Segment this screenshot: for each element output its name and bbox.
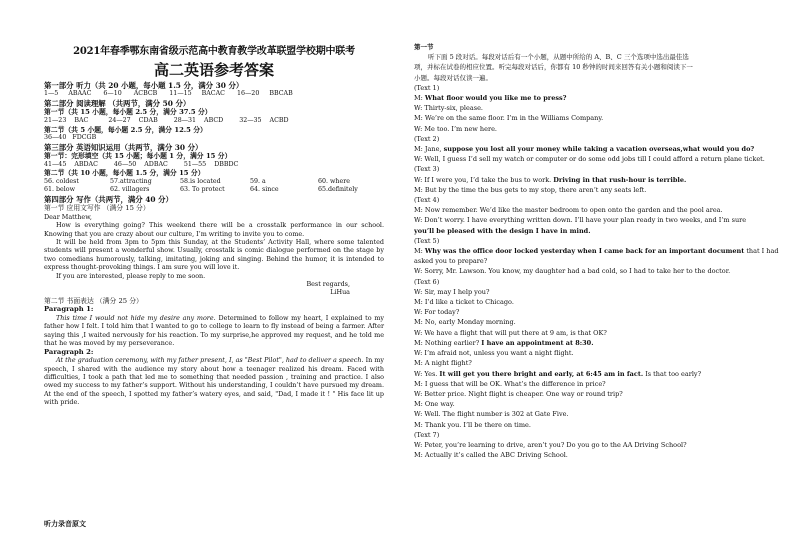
transcript-text: W: Sir, may I help you? xyxy=(414,287,490,296)
paragraph2-lead-sentence: At the graduation ceremony, with my father present, I, as "Best Pilot", had to deliver a speech. xyxy=(56,356,364,365)
transcript-line xyxy=(414,175,779,185)
part3-grammar-answers xyxy=(44,178,384,195)
transcript-line xyxy=(414,328,779,338)
transcript-line xyxy=(414,379,779,389)
transcript-key-phrase: Driving in that rush-hour is terrible. xyxy=(553,175,687,184)
instruction-line: 项，并标在试卷的相应位置。听完每段对话后，你都有 10 秒钟的时间来回答有关小题和阅读下一 xyxy=(414,63,693,72)
part2-sec1-answers: 21—23 BAC 24—27 CDAB 28—31 ABCD 32—35 ACBD xyxy=(44,117,289,124)
transcript-key-phrase: It will get you there bright and early, at 6:45 am in fact. xyxy=(439,369,644,378)
transcript-text: W: Better price. Night flight is cheaper. One way or round trip? xyxy=(414,389,623,398)
transcript-text: M: One way. xyxy=(414,400,455,409)
transcript-line xyxy=(414,93,779,103)
part4-sec1-heading: 第一节 应用文写作 （满分 15 分） xyxy=(44,204,150,213)
paragraph1-lead-sentence: This time I would not hide my desire any more. xyxy=(56,314,216,323)
transcript-text: W: Don’t worry. I have everything written down. I’ll have your plan ready in two weeks, and I’m sure xyxy=(414,216,747,225)
transcript-line xyxy=(414,348,779,358)
part2-sec2-heading: 第二节（共 5 小题，每小题 2.5 分，满分 12.5 分） xyxy=(44,125,207,134)
transcript-line xyxy=(414,185,779,195)
transcript-line xyxy=(414,195,779,205)
transcript-text: W: Thirty-six, please. xyxy=(414,104,483,113)
part2-sec2-answers: 36—40 FDCGB xyxy=(44,134,97,142)
transcript-text: M: xyxy=(414,247,425,256)
grammar-answer: 59. a xyxy=(250,177,266,185)
grammar-answer: 65.definitely xyxy=(318,186,358,194)
transcript-key-phrase: I have an appointment at 8:30. xyxy=(481,338,594,347)
paragraph2-body: In my speech, I shared with the audience my story about how a teenager realized his dream. Faced with difficulties, I took a path that led me to something that needed passion , training and practice. I also owed my success to my father’s support. Without his understanding, I couldn’t have pursued my dream. At the end of the speech, I spotted my father’s watery eyes, and said, "Dad, I made it ! " His face lit up with pride. xyxy=(44,356,384,407)
transcript-line xyxy=(414,420,779,430)
instruction-line: 小题。每段对话仅读一遍。 xyxy=(414,73,492,82)
transcript-text: M: We’re on the same floor. I’m in the Williams Company. xyxy=(414,114,604,123)
part1-answers: 1—5 ABAAC 6—10 ACBCB 11—15 BACAC 16—20 BBCAB xyxy=(44,90,293,98)
transcript-text: (Text 2) xyxy=(414,134,440,143)
grammar-answer: 61. below xyxy=(44,186,75,194)
part2-heading: 第二部分 阅读理解 （共两节，满分 50 分） xyxy=(44,99,191,108)
transcript-key-phrase: suppose you lost all your money while taking a vacation overseas,what would you do? xyxy=(443,145,755,154)
transcript-text: M: Actually it’s called the ABC Driving School. xyxy=(414,451,568,460)
part4-sec2-heading: 第二节 书面表达 （满分 25 分） xyxy=(44,296,143,305)
grammar-answer: 62. villagers xyxy=(110,186,150,194)
transcript-text: W: We have a flight that will put there at 9 am, is that OK? xyxy=(414,328,607,337)
transcript-text: W: Well. The flight number is 302 at Gate Five. xyxy=(414,410,569,419)
transcript-line xyxy=(414,266,779,276)
right-column xyxy=(414,42,779,460)
part2-sec1-heading: 第一节（共 15 小题，每小题 2.5 分，满分 37.5 分） xyxy=(44,108,212,117)
transcript-line xyxy=(414,358,779,368)
transcript-line xyxy=(414,369,779,379)
transcript-text: (Text 1) xyxy=(414,83,440,92)
transcript-text: (Text 5) xyxy=(414,236,440,245)
transcript-line xyxy=(414,287,779,297)
letter-closing: Best regards, xyxy=(306,280,350,289)
letter-signature: LiHua xyxy=(330,288,350,297)
transcript-line xyxy=(414,277,779,287)
transcript-text: (Text 7) xyxy=(414,430,440,439)
transcript-text: M: A night flight? xyxy=(414,359,472,368)
transcript-text: W: Peter, you’re learning to drive, aren’t you? Do you go to the AA Driving School? xyxy=(414,440,687,449)
transcript-text: W: For today? xyxy=(414,308,460,317)
transcript-line xyxy=(414,236,779,246)
transcript-text: M: Thank you. I’ll be there on time. xyxy=(414,420,531,429)
part4-heading: 第四部分 写作（共两节，满分 40 分） xyxy=(44,194,173,204)
paragraph2-label: Paragraph 2: xyxy=(44,347,94,356)
letter-paragraph: How is everything going? This weekend there will be a crosstalk performance in our school. Knowing that you are crazy about our culture, I’m writing to invite you to come. xyxy=(44,221,384,238)
transcript-text: M: Jane, xyxy=(414,145,444,154)
transcript-text: M: xyxy=(414,94,425,103)
paragraph1-body: Determined to follow my heart, I explained to my father how I felt. I told him that I wanted to go to college to learn to fly instead of being a farmer. After saying this ,I waited nervously for his reaction. To my surprise,he approved my request, and he told me that he was moved by my perseverance. xyxy=(44,314,384,348)
grammar-answer: 63. To protect xyxy=(180,186,225,194)
transcript-line xyxy=(414,389,779,399)
transcript-text: W: Me too. I’m new here. xyxy=(414,124,497,133)
grammar-answer: 60. where xyxy=(318,177,350,185)
transcript-line xyxy=(414,450,779,460)
essay-paragraph-1 xyxy=(44,314,384,348)
transcript-line xyxy=(414,226,779,236)
transcript-text: M: I guess that will be OK. What’s the difference in price? xyxy=(414,379,606,388)
transcript-text: (Text 4) xyxy=(414,196,440,205)
transcript-key-phrase: What floor would you like me to press? xyxy=(424,94,567,103)
letter-greeting: Dear Matthew, xyxy=(44,212,92,221)
transcript-line xyxy=(414,430,779,440)
grammar-answer: 56. coldest xyxy=(44,177,79,185)
transcript-line xyxy=(414,154,779,164)
transcript-text: asked you to prepare? xyxy=(414,257,488,266)
transcript-text: W: Well, I guess I’d sell my watch or computer or do some odd jobs till I could afford a return plane ticket. xyxy=(414,155,765,164)
transcript-line xyxy=(414,246,779,256)
transcript-text: W: Sorry, Mr. Lawson. You know, my daughter had a bad cold, so I had to take her to the doctor. xyxy=(414,267,731,276)
transcript-text: that I had xyxy=(744,247,779,256)
transcript-line xyxy=(414,205,779,215)
document-title: 高二英语参考答案 xyxy=(153,61,274,79)
transcript-line xyxy=(414,124,779,134)
transcript-line xyxy=(414,164,779,174)
part3-heading: 第三部分 英语知识运用（共两节，满分 30 分） xyxy=(44,142,203,152)
exam-title: 2021年春季鄂东南省级示范高中教育教学改革联盟学校期中联考 xyxy=(73,46,355,57)
transcript-line xyxy=(414,297,779,307)
transcript-line xyxy=(414,307,779,317)
transcript-line xyxy=(414,215,779,225)
left-column xyxy=(44,42,384,407)
transcript-text: W: If I were you, I’d take the bus to work. xyxy=(414,175,554,184)
transcript-text: (Text 3) xyxy=(414,165,440,174)
transcript-text: M: Nothing earlier? xyxy=(414,338,482,347)
transcript-lines xyxy=(414,83,779,461)
transcript-text: W: Yes. xyxy=(414,369,440,378)
transcript-line xyxy=(414,440,779,450)
grammar-answer: 64. since xyxy=(250,186,279,194)
essay-paragraph-2 xyxy=(44,356,384,406)
transcript-line xyxy=(414,144,779,154)
transcript-text: Is that too early? xyxy=(643,369,702,378)
instruction-line: 听下面 5 段对话。每段对话后有一个小题，从题中所给的 A、B、C 三个选项中选出最佳选 xyxy=(428,53,689,62)
letter-paragraph: If you are interested, please reply to me soon. xyxy=(56,271,206,280)
transcript-line xyxy=(414,317,779,327)
transcript-footer-label: 听力录音原文 xyxy=(44,519,86,528)
transcript-key-phrase: you’ll be pleased with the design I have in mind. xyxy=(414,226,591,235)
transcript-section-label: 第一节 xyxy=(414,43,434,51)
transcript-line xyxy=(414,338,779,348)
transcript-text: M: Now remember. We’d like the master bedroom to open onto the garden and the pool area. xyxy=(414,206,723,215)
transcript-line xyxy=(414,134,779,144)
transcript-text: M: No, early Monday morning. xyxy=(414,318,516,327)
transcript-line xyxy=(414,113,779,123)
part3-sec2-heading: 第二节（共 10 小题，每小题 1.5 分，满分 15 分） xyxy=(44,169,205,178)
letter-paragraph: It will be held from 3pm to 5pm this Sunday, at the Students’ Activity Hall, where some talented students will present a wonderful show. Usually, crosstalk is comic dialogue performed on the stage by two comedians humorously, talking, imitating, joking and singing. Behind the humor, it is intended to express thought-provoking things. I am sure you will love it. xyxy=(44,238,384,272)
transcript-line xyxy=(414,103,779,113)
grammar-answer: 57.attracting xyxy=(110,177,152,185)
transcript-line xyxy=(414,83,779,93)
transcript-line xyxy=(414,256,779,266)
transcript-line xyxy=(414,399,779,409)
transcript-key-phrase: Why was the office door locked yesterday when I came back for an important document xyxy=(424,247,745,256)
transcript-text: W: I’m afraid not, unless you want a night flight. xyxy=(414,349,574,358)
transcript-text: M: I’d like a ticket to Chicago. xyxy=(414,298,514,307)
transcript-text: (Text 6) xyxy=(414,277,440,286)
part3-sec1-answers: 41—45 ABDAC 46—50 ADBAC 51—55 DBBDC xyxy=(44,160,239,168)
grammar-answer: 58.is located xyxy=(180,177,221,185)
paragraph1-label: Paragraph 1: xyxy=(44,305,94,314)
part3-sec1-heading: 第一节：完形填空（共 15 小题；每小题 1 分，满分 15 分） xyxy=(44,152,232,161)
part1-heading: 第一部分 听力（共 20 小题，每小题 1.5 分，满分 30 分） xyxy=(44,81,244,90)
transcript-line xyxy=(414,409,779,419)
transcript-text: M: But by the time the bus gets to my stop, there aren’t any seats left. xyxy=(414,185,647,194)
